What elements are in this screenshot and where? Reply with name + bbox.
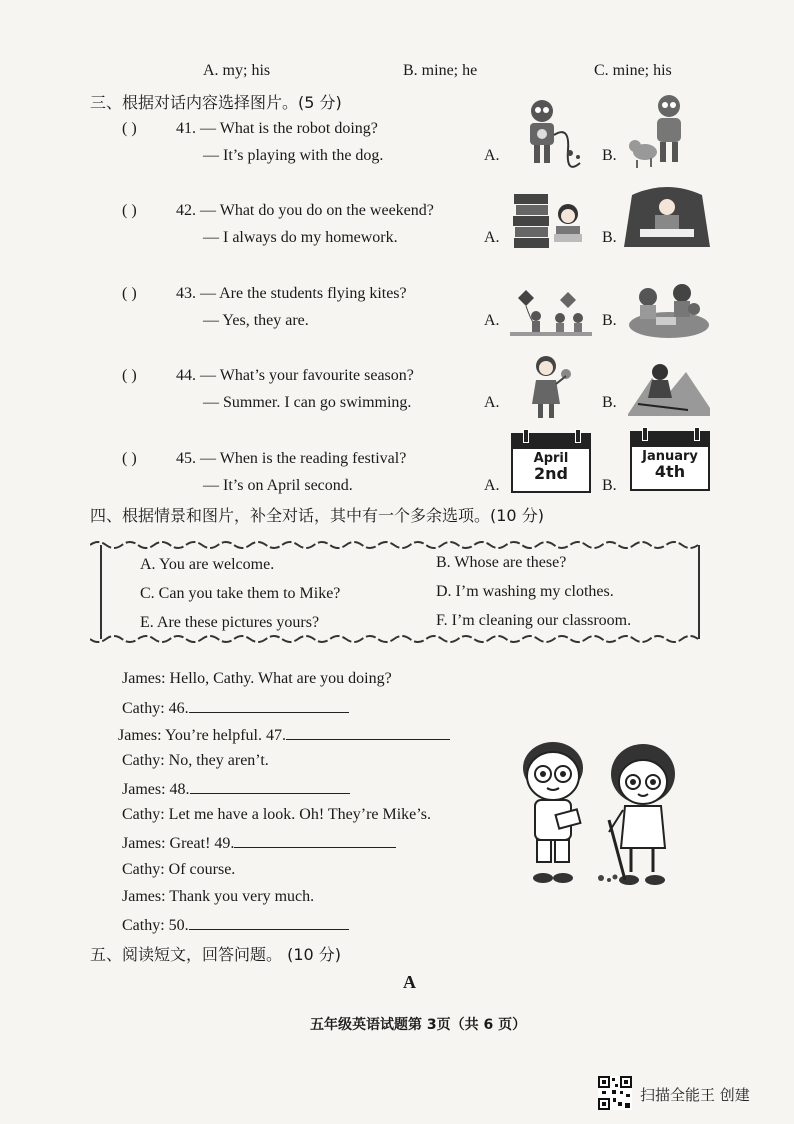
dialogue-text: Cathy: 50. (122, 917, 189, 934)
dialogue-line (122, 698, 349, 718)
calendar-january-4th (630, 431, 710, 491)
q44-line1: 44. — What’s your favourite season? (176, 367, 414, 384)
answer-paren-44[interactable]: ( ) (122, 367, 137, 384)
q43-option-a[interactable]: A. (484, 312, 500, 329)
q43-option-b[interactable]: B. (602, 312, 617, 329)
q41-line2: — It’s playing with the dog. (203, 147, 384, 164)
books-and-girl-reading-image (510, 188, 590, 253)
dialogue-line: Cathy: Of course. (122, 861, 236, 878)
answer-paren-41[interactable]: ( ) (122, 120, 137, 137)
dialogue-line: James: Thank you very much. (122, 888, 315, 905)
child-doing-homework-image (622, 185, 712, 250)
calendar-header-bar (632, 433, 708, 447)
answer-blank-49[interactable] (234, 833, 396, 848)
q44-option-a[interactable]: A. (484, 394, 500, 411)
dialogue-text: Cathy: 46. (122, 700, 189, 717)
q45-line1: 45. — When is the reading festival? (176, 450, 407, 467)
answer-paren-45[interactable]: ( ) (122, 450, 137, 467)
calendar-april-2nd (511, 433, 591, 493)
answer-blank-50[interactable] (189, 915, 349, 930)
option-c-top: C. mine; his (594, 62, 672, 79)
dialogue-line (122, 779, 350, 799)
passage-label-a: A (403, 972, 416, 992)
q42-option-b[interactable]: B. (602, 229, 617, 246)
girl-with-flowers-image (520, 352, 575, 424)
dialogue-line (118, 725, 450, 745)
dialogue-line: Cathy: No, they aren’t. (122, 752, 269, 769)
robot-with-dog-image (627, 92, 702, 170)
qr-code-icon (598, 1076, 632, 1110)
section3-heading: 三、根据对话内容选择图片。(5 分) (90, 93, 342, 112)
q41-option-a[interactable]: A. (484, 147, 500, 164)
calendar-day: 4th (654, 462, 686, 481)
calendar-month: January (642, 449, 698, 464)
q42-option-a[interactable]: A. (484, 229, 500, 246)
q44-option-b[interactable]: B. (602, 394, 617, 411)
answer-blank-47[interactable] (286, 725, 450, 740)
dialogue-text: James: 48. (122, 781, 190, 798)
child-skiing-in-snow-image (628, 358, 710, 416)
q43-line2: — Yes, they are. (203, 312, 309, 329)
options-box-bottom-border (90, 633, 706, 647)
q41-option-b[interactable]: B. (602, 147, 617, 164)
calendar-header-bar (513, 435, 589, 449)
calendar-day: 2nd (534, 464, 568, 483)
q43-line1: 43. — Are the students flying kites? (176, 285, 407, 302)
option-a-top: A. my; his (203, 62, 271, 79)
dialogue-text: James: You’re helpful. 47. (118, 727, 286, 744)
q45-line2: — It’s on April second. (203, 477, 353, 494)
q45-option-b[interactable]: B. (602, 477, 617, 494)
robot-with-wires-image (510, 95, 585, 170)
students-flying-kites-image (510, 288, 592, 336)
dialogue-line (122, 833, 396, 853)
answer-blank-46[interactable] (189, 698, 349, 713)
answer-paren-42[interactable]: ( ) (122, 202, 137, 219)
students-having-picnic-image (628, 275, 710, 340)
option-b-top: B. mine; he (403, 62, 478, 79)
james-and-cathy-illustration (505, 740, 690, 890)
answer-blank-48[interactable] (190, 779, 350, 794)
section4-heading: 四、根据情景和图片，补全对话，其中有一个多余选项。(10 分) (90, 506, 544, 525)
q42-line1: 42. — What do you do on the weekend? (176, 202, 434, 219)
q44-line2: — Summer. I can go swimming. (203, 394, 412, 411)
dialogue-line (122, 915, 349, 935)
scanner-watermark: 扫描全能王 创建 (640, 1086, 750, 1104)
q41-line1: 41. — What is the robot doing? (176, 120, 378, 137)
choice-a: A. You are welcome. (140, 556, 275, 573)
page-footer: 五年级英语试题第 3页（共 6 页） (310, 1017, 527, 1033)
section5-heading: 五、阅读短文，回答问题。 (10 分) (90, 945, 342, 964)
choice-c: C. Can you take them to Mike? (140, 585, 341, 602)
dialogue-line: Cathy: Let me have a look. Oh! They’re Mike’s. (122, 806, 431, 823)
q42-line2: — I always do my homework. (203, 229, 398, 246)
dialogue-text: James: Great! 49. (122, 835, 235, 852)
choice-f: F. I’m cleaning our classroom. (436, 612, 632, 629)
dialogue-line: James: Hello, Cathy. What are you doing? (122, 670, 392, 687)
choice-d: D. I’m washing my clothes. (436, 583, 614, 600)
choice-b: B. Whose are these? (436, 554, 567, 571)
choice-e: E. Are these pictures yours? (140, 614, 320, 631)
calendar-month: April (533, 451, 569, 466)
q45-option-a[interactable]: A. (484, 477, 500, 494)
answer-paren-43[interactable]: ( ) (122, 285, 137, 302)
